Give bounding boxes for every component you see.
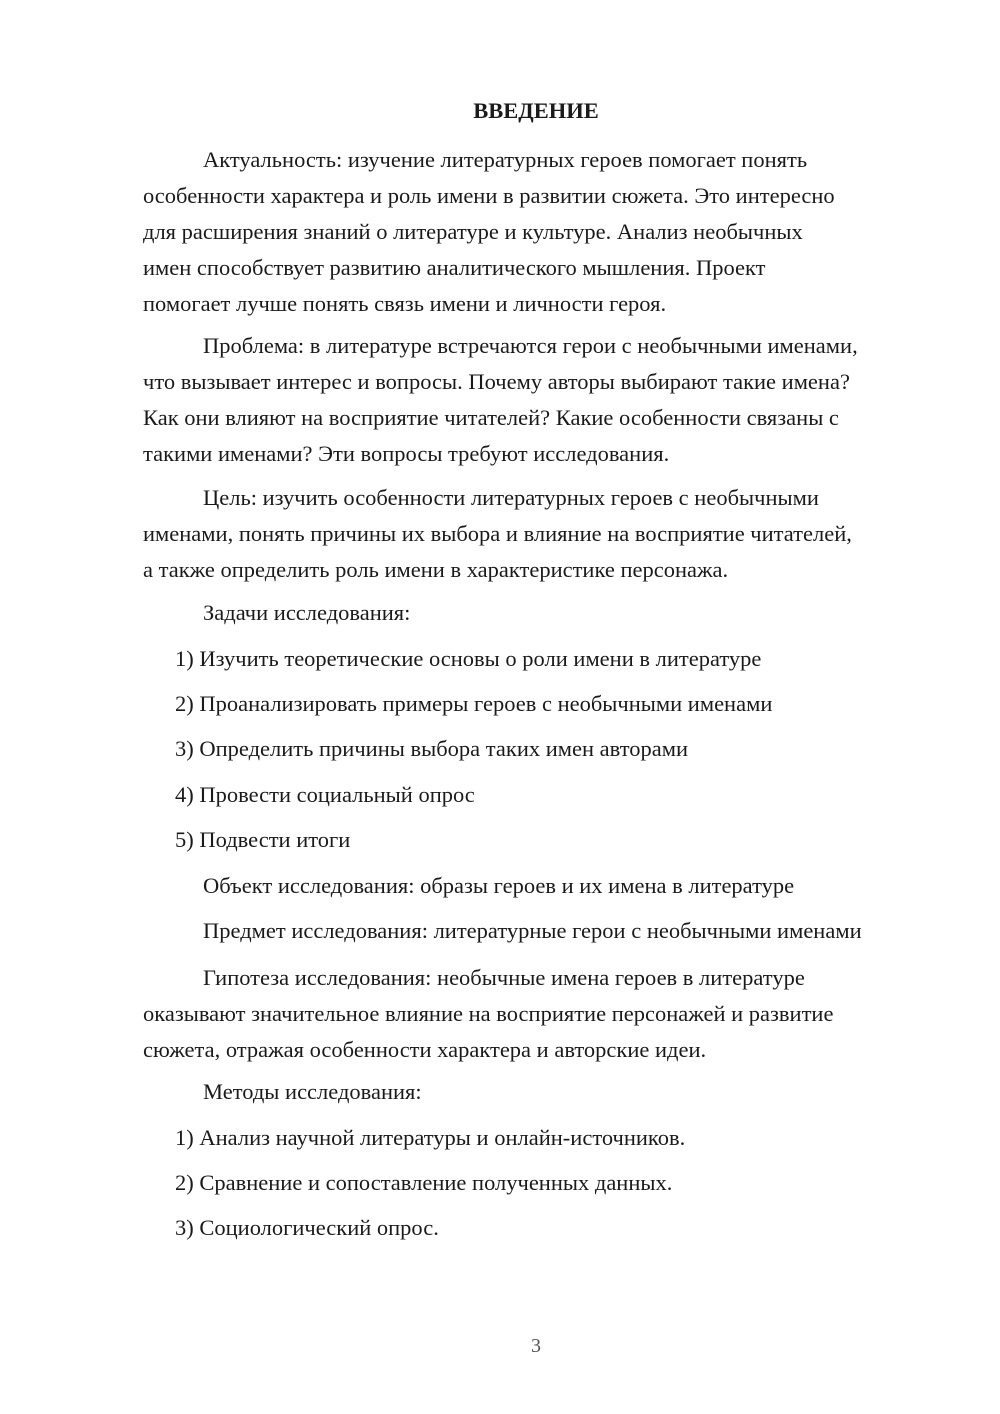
paragraph-line: Актуальность: изучение литературных героев помогает понять [203, 147, 808, 172]
list-item: 3) Определить причины выбора таких имен авторами [175, 736, 689, 761]
paragraph-line: для расширения знаний о литературе и культуре. Анализ необычных [143, 219, 803, 244]
list-item: 1) Изучить теоретические основы о роли имени в литературе [175, 646, 762, 671]
list-item: 5) Подвести итоги [175, 827, 351, 852]
paragraph-line: сюжета, отражая особенности характера и авторские идеи. [143, 1037, 707, 1062]
list-item: 2) Сравнение и сопоставление полученных данных. [175, 1170, 673, 1195]
list-item: 1) Анализ научной литературы и онлайн-источников. [175, 1125, 686, 1150]
research-object: Объект исследования: образы героев и их имена в литературе [203, 873, 795, 898]
paragraph-line: помогает лучше понять связь имени и личности героя. [143, 291, 667, 316]
paragraph-line: Проблема: в литературе встречаются герои с необычными именами, [203, 333, 858, 358]
paragraph-line: имен способствует развитию аналитического мышления. Проект [143, 255, 766, 280]
paragraph-line: именами, понять причины их выбора и влияние на восприятие читателей, [143, 521, 852, 546]
paragraph-line: что вызывает интерес и вопросы. Почему авторы выбирают такие имена? [143, 369, 850, 394]
paragraph-line: Гипотеза исследования: необычные имена героев в литературе [203, 965, 805, 990]
list-item: 2) Проанализировать примеры героев с необычными именами [175, 691, 773, 716]
methods-title: Методы исследования: [203, 1079, 422, 1104]
paragraph-line: Как они влияют на восприятие читателей? Какие особенности связаны с [143, 405, 839, 430]
list-item: 3) Социологический опрос. [175, 1215, 439, 1240]
list-item: 4) Провести социальный опрос [175, 782, 475, 807]
research-subject: Предмет исследования: литературные герои с необычными именами [203, 918, 862, 943]
paragraph-line: особенности характера и роль имени в развитии сюжета. Это интересно [143, 183, 835, 208]
section-heading: ВВЕДЕНИЕ [473, 98, 599, 123]
page-number: 3 [531, 1335, 541, 1357]
paragraph-line: оказывают значительное влияние на восприятие персонажей и развитие [143, 1001, 834, 1026]
paragraph-line: а также определить роль имени в характеристике персонажа. [143, 557, 729, 582]
paragraph-line: Цель: изучить особенности литературных героев с необычными [203, 485, 819, 510]
paragraph-line: такими именами? Эти вопросы требуют исследования. [143, 441, 670, 466]
tasks-title: Задачи исследования: [203, 600, 411, 625]
